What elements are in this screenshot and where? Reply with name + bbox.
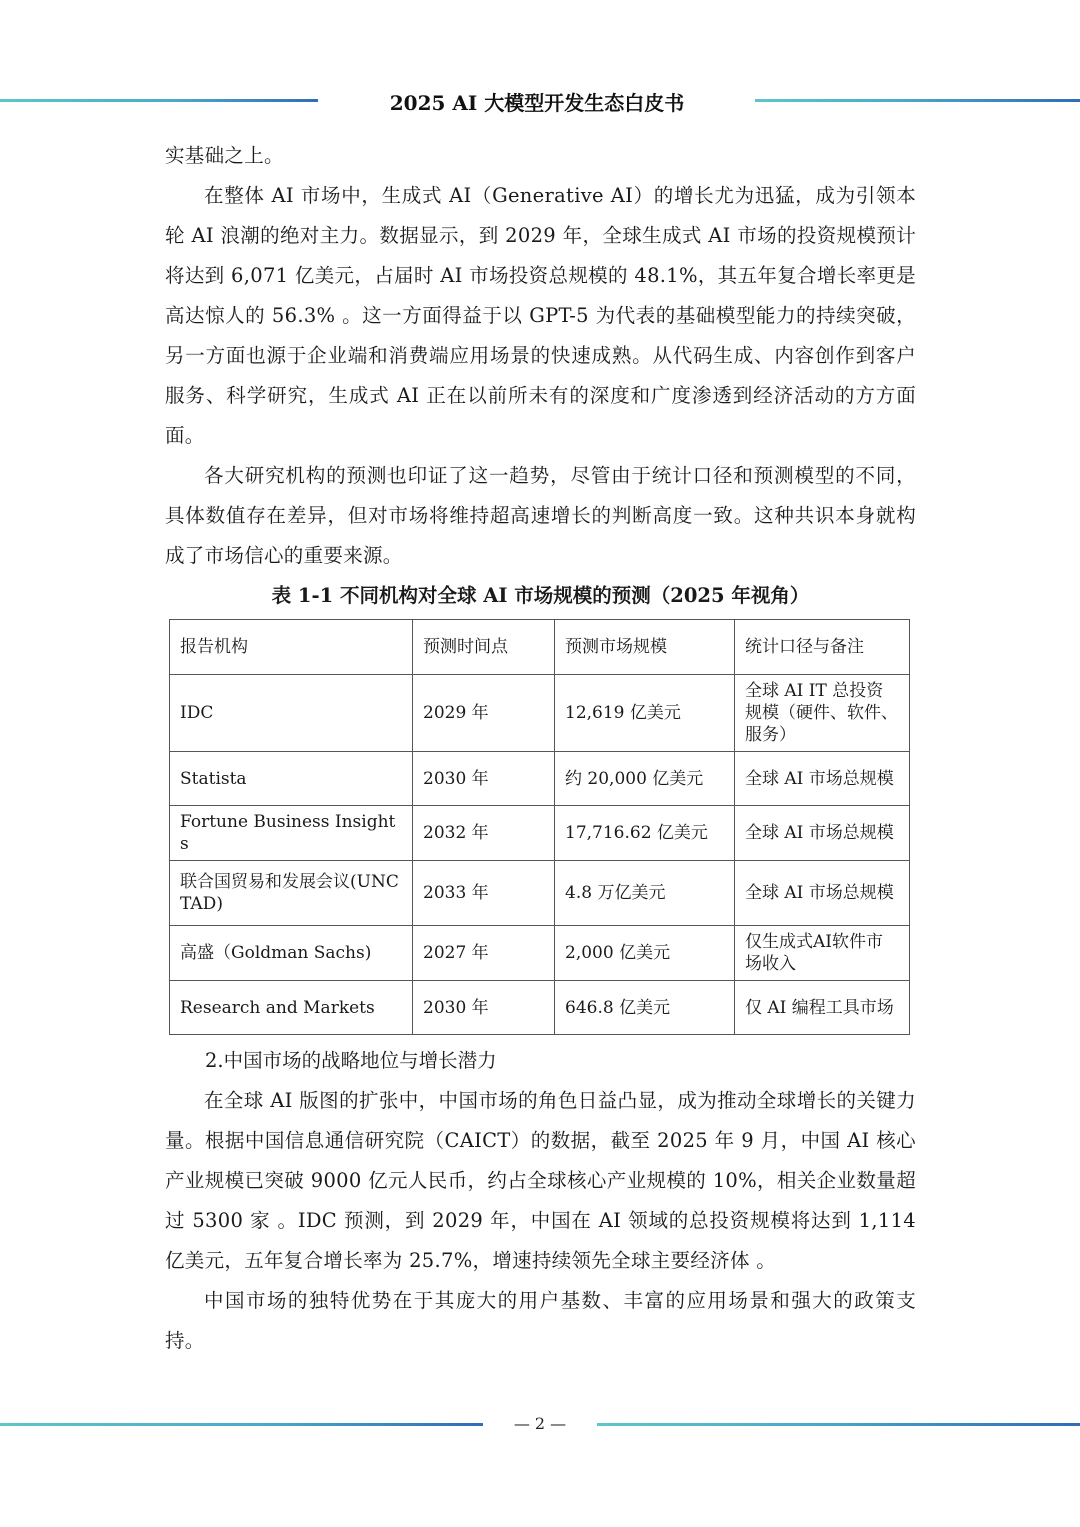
table-row bbox=[170, 806, 910, 861]
table-cell: Fortune Business Insights bbox=[170, 806, 413, 861]
table-row bbox=[170, 861, 910, 926]
paragraph-continuation: 实基础之上。 bbox=[165, 144, 284, 167]
table-cell: 全球 AI IT 总投资规模（硬件、软件、服务） bbox=[735, 675, 910, 752]
table-cell: 17,716.62 亿美元 bbox=[555, 806, 735, 861]
table-cell: Research and Markets bbox=[170, 981, 413, 1035]
paragraph-china-advantage: 中国市场的独特优势在于其庞大的用户基数、丰富的应用场景和强大的政策支持。 bbox=[165, 1289, 916, 1352]
table-row bbox=[170, 981, 910, 1035]
table-header-row bbox=[170, 620, 910, 675]
paragraph-forecast-consensus: 各大研究机构的预测也印证了这一趋势，尽管由于统计口径和预测模型的不同，具体数值存在差异，但对市场将维持超高速增长的判断高度一致。这种共识本身就构成了市场信心的重要来源。 bbox=[165, 464, 916, 567]
table-cell: IDC bbox=[170, 675, 413, 752]
document-body bbox=[165, 136, 916, 1361]
table-header-cell: 预测市场规模 bbox=[555, 620, 735, 675]
page-header-title: 2025 AI 大模型开发生态白皮书 bbox=[389, 91, 685, 115]
table-caption: 表 1-1 不同机构对全球 AI 市场规模的预测（2025 年视角） bbox=[271, 584, 810, 607]
table-row bbox=[170, 926, 910, 981]
table-header-cell: 预测时间点 bbox=[413, 620, 555, 675]
table-cell: 高盛（Goldman Sachs) bbox=[170, 926, 413, 981]
table-cell: 2032 年 bbox=[413, 806, 555, 861]
table-cell: 646.8 亿美元 bbox=[555, 981, 735, 1035]
table-cell: 2030 年 bbox=[413, 981, 555, 1035]
section-heading: 2.中国市场的战略地位与增长潜力 bbox=[205, 1049, 497, 1072]
table-row bbox=[170, 675, 910, 752]
table-header-cell: 统计口径与备注 bbox=[735, 620, 910, 675]
footer-rule-right bbox=[597, 1423, 1080, 1426]
table-cell: 2,000 亿美元 bbox=[555, 926, 735, 981]
table-cell: Statista bbox=[170, 752, 413, 806]
forecast-table bbox=[169, 619, 910, 1035]
table-cell: 仅生成式AI软件市场收入 bbox=[735, 926, 910, 981]
table-cell: 全球 AI 市场总规模 bbox=[735, 752, 910, 806]
paragraph-china-market: 在全球 AI 版图的扩张中，中国市场的角色日益凸显，成为推动全球增长的关键力量。根据中国信息通信研究院（CAICT）的数据，截至 2025 年 9 月，中国 AI 核心产业规模已突破 9000 亿元人民币，约占全球核心产业规模的 10%，相关企业数量超过 5300 家 。IDC 预测，到 2029 年，中国在 AI 领域的总投资规模将达到 1,114 亿美元，五年复合增长率为 25.7%，增速持续领先全球主要经济体 。 bbox=[165, 1089, 916, 1272]
table-cell: 2027 年 bbox=[413, 926, 555, 981]
table-cell: 2029 年 bbox=[413, 675, 555, 752]
page-number: — 2 — bbox=[513, 1414, 567, 1433]
table-cell: 全球 AI 市场总规模 bbox=[735, 861, 910, 926]
table-cell: 4.8 万亿美元 bbox=[555, 861, 735, 926]
table-cell: 约 20,000 亿美元 bbox=[555, 752, 735, 806]
paragraph-generative-ai: 在整体 AI 市场中，生成式 AI（Generative AI）的增长尤为迅猛，成为引领本轮 AI 浪潮的绝对主力。数据显示，到 2029 年，全球生成式 AI 市场的投资规模预计将达到 6,071 亿美元，占届时 AI 市场投资总规模的 48.1%，其五年复合增长率更是高达惊人的 56.3% 。这一方面得益于以 GPT-5 为代表的基础模型能力的持续突破，另一方面也源于企业端和消费端应用场景的快速成熟。从代码生成、内容创作到客户服务、科学研究，生成式 AI 正在以前所未有的深度和广度渗透到经济活动的方方面面。 bbox=[165, 184, 916, 447]
header-rule-right bbox=[755, 99, 1080, 102]
table-cell: 全球 AI 市场总规模 bbox=[735, 806, 910, 861]
footer-rule-left bbox=[0, 1423, 483, 1426]
table-cell: 12,619 亿美元 bbox=[555, 675, 735, 752]
table-cell: 仅 AI 编程工具市场 bbox=[735, 981, 910, 1035]
table-cell: 联合国贸易和发展会议(UNCTAD) bbox=[170, 861, 413, 926]
table-row bbox=[170, 752, 910, 806]
header-rule-left bbox=[0, 99, 318, 102]
table-header-cell: 报告机构 bbox=[170, 620, 413, 675]
table-cell: 2030 年 bbox=[413, 752, 555, 806]
table-cell: 2033 年 bbox=[413, 861, 555, 926]
